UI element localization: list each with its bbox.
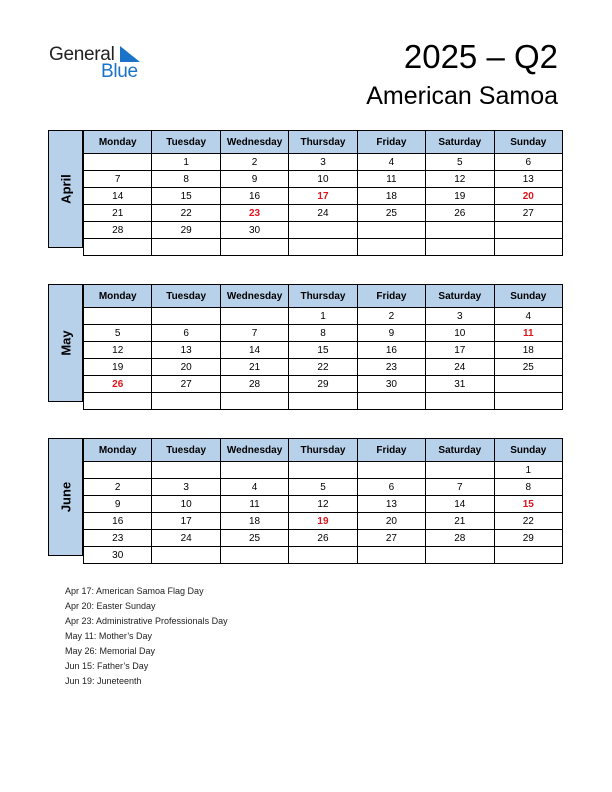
day-cell <box>357 393 425 410</box>
logo-text-general: General <box>49 44 115 65</box>
day-cell: 21 <box>220 359 288 376</box>
week-row <box>84 205 563 222</box>
day-cell: 5 <box>289 479 357 496</box>
weekday-header: Monday <box>84 439 152 462</box>
day-cell <box>494 393 562 410</box>
day-cell <box>426 222 494 239</box>
weekday-header: Sunday <box>494 285 562 308</box>
day-cell: 28 <box>84 222 152 239</box>
day-cell: 3 <box>426 308 494 325</box>
month-name: April <box>58 174 73 204</box>
weekday-header: Sunday <box>494 439 562 462</box>
day-cell <box>494 376 562 393</box>
day-cell <box>152 239 220 256</box>
weekday-header: Tuesday <box>152 285 220 308</box>
day-cell <box>289 547 357 564</box>
day-cell <box>220 462 288 479</box>
day-cell: 14 <box>220 342 288 359</box>
weekday-header: Sunday <box>494 131 562 154</box>
day-cell: 20 <box>494 188 562 205</box>
weekday-header: Wednesday <box>220 131 288 154</box>
day-cell: 18 <box>494 342 562 359</box>
day-cell: 28 <box>426 530 494 547</box>
week-row <box>84 239 563 256</box>
day-cell <box>494 222 562 239</box>
week-row <box>84 359 563 376</box>
day-cell: 21 <box>426 513 494 530</box>
day-cell: 10 <box>289 171 357 188</box>
day-cell: 23 <box>357 359 425 376</box>
day-cell: 12 <box>289 496 357 513</box>
day-cell: 12 <box>426 171 494 188</box>
weekday-header: Saturday <box>426 439 494 462</box>
day-cell: 16 <box>84 513 152 530</box>
day-cell: 5 <box>84 325 152 342</box>
day-cell <box>152 393 220 410</box>
day-cell: 29 <box>289 376 357 393</box>
holiday-note: Apr 20: Easter Sunday <box>65 601 156 611</box>
weekday-header: Monday <box>84 285 152 308</box>
day-cell: 14 <box>426 496 494 513</box>
month-calendar-june <box>48 438 563 561</box>
day-cell: 6 <box>357 479 425 496</box>
logo-text-blue: Blue <box>101 61 138 82</box>
day-cell: 17 <box>152 513 220 530</box>
day-cell <box>289 462 357 479</box>
calendar-grid <box>83 284 563 410</box>
holiday-note: Jun 19: Juneteenth <box>65 676 142 686</box>
day-cell: 3 <box>289 154 357 171</box>
day-cell <box>84 393 152 410</box>
day-cell: 18 <box>220 513 288 530</box>
day-cell <box>84 308 152 325</box>
day-cell: 11 <box>357 171 425 188</box>
day-cell: 10 <box>152 496 220 513</box>
holiday-notes <box>65 584 228 689</box>
day-cell <box>152 308 220 325</box>
day-cell: 25 <box>494 359 562 376</box>
day-cell: 2 <box>84 479 152 496</box>
day-cell <box>357 239 425 256</box>
month-calendar-april <box>48 130 563 248</box>
day-cell: 4 <box>220 479 288 496</box>
month-name: May <box>58 330 73 356</box>
weekday-header: Wednesday <box>220 439 288 462</box>
day-cell: 13 <box>494 171 562 188</box>
day-cell <box>84 239 152 256</box>
day-cell: 14 <box>84 188 152 205</box>
month-label <box>48 284 83 402</box>
day-cell: 9 <box>357 325 425 342</box>
day-cell: 11 <box>494 325 562 342</box>
day-cell: 7 <box>84 171 152 188</box>
day-cell: 24 <box>426 359 494 376</box>
month-calendar-may <box>48 284 563 402</box>
weekday-header: Friday <box>357 439 425 462</box>
week-row <box>84 342 563 359</box>
day-cell: 22 <box>494 513 562 530</box>
day-cell: 1 <box>289 308 357 325</box>
day-cell <box>426 239 494 256</box>
day-cell: 25 <box>220 530 288 547</box>
holiday-note: Apr 23: Administrative Professionals Day <box>65 616 228 626</box>
day-cell: 6 <box>152 325 220 342</box>
day-cell <box>289 393 357 410</box>
day-cell: 30 <box>357 376 425 393</box>
month-label <box>48 130 83 248</box>
day-cell <box>84 154 152 171</box>
weekday-header: Friday <box>357 131 425 154</box>
weekday-header: Saturday <box>426 131 494 154</box>
day-cell <box>289 222 357 239</box>
week-row <box>84 188 563 205</box>
page-subtitle: American Samoa <box>366 82 558 110</box>
day-cell: 7 <box>426 479 494 496</box>
day-cell: 15 <box>494 496 562 513</box>
day-cell: 2 <box>220 154 288 171</box>
day-cell: 20 <box>357 513 425 530</box>
day-cell <box>152 547 220 564</box>
day-cell: 22 <box>289 359 357 376</box>
day-cell: 22 <box>152 205 220 222</box>
week-row <box>84 496 563 513</box>
day-cell: 16 <box>220 188 288 205</box>
day-cell <box>357 547 425 564</box>
day-cell: 26 <box>289 530 357 547</box>
weekday-header: Wednesday <box>220 285 288 308</box>
day-cell: 8 <box>152 171 220 188</box>
weekday-header: Tuesday <box>152 131 220 154</box>
day-cell: 16 <box>357 342 425 359</box>
week-row <box>84 154 563 171</box>
day-cell: 25 <box>357 205 425 222</box>
day-cell <box>220 239 288 256</box>
day-cell: 1 <box>152 154 220 171</box>
day-cell: 12 <box>84 342 152 359</box>
week-row <box>84 393 563 410</box>
day-cell: 2 <box>357 308 425 325</box>
week-row <box>84 513 563 530</box>
calendar-grid <box>83 438 563 564</box>
week-row <box>84 376 563 393</box>
month-label <box>48 438 83 556</box>
month-name: June <box>58 481 73 513</box>
day-cell: 29 <box>152 222 220 239</box>
weekday-header: Thursday <box>289 131 357 154</box>
holiday-note: Jun 15: Father’s Day <box>65 661 149 671</box>
week-row <box>84 171 563 188</box>
day-cell: 30 <box>220 222 288 239</box>
day-cell: 23 <box>220 205 288 222</box>
day-cell: 21 <box>84 205 152 222</box>
weekday-header: Thursday <box>289 285 357 308</box>
day-cell <box>357 462 425 479</box>
day-cell <box>494 547 562 564</box>
holiday-note: Apr 17: American Samoa Flag Day <box>65 586 204 596</box>
day-cell: 6 <box>494 154 562 171</box>
day-cell: 15 <box>289 342 357 359</box>
day-cell: 18 <box>357 188 425 205</box>
day-cell: 10 <box>426 325 494 342</box>
week-row <box>84 325 563 342</box>
day-cell: 26 <box>84 376 152 393</box>
day-cell <box>152 462 220 479</box>
week-row <box>84 462 563 479</box>
day-cell: 8 <box>494 479 562 496</box>
day-cell: 4 <box>494 308 562 325</box>
day-cell: 1 <box>494 462 562 479</box>
day-cell: 20 <box>152 359 220 376</box>
day-cell: 24 <box>152 530 220 547</box>
day-cell <box>220 393 288 410</box>
day-cell: 26 <box>426 205 494 222</box>
day-cell: 17 <box>426 342 494 359</box>
day-cell <box>220 547 288 564</box>
day-cell <box>289 239 357 256</box>
day-cell <box>220 308 288 325</box>
logo-flag-icon <box>120 46 140 62</box>
day-cell <box>426 462 494 479</box>
day-cell: 31 <box>426 376 494 393</box>
day-cell: 4 <box>357 154 425 171</box>
day-cell <box>426 547 494 564</box>
day-cell: 9 <box>220 171 288 188</box>
week-row <box>84 308 563 325</box>
day-cell: 7 <box>220 325 288 342</box>
day-cell: 11 <box>220 496 288 513</box>
week-row <box>84 530 563 547</box>
day-cell: 27 <box>494 205 562 222</box>
day-cell <box>84 462 152 479</box>
day-cell: 24 <box>289 205 357 222</box>
day-cell: 30 <box>84 547 152 564</box>
day-cell: 5 <box>426 154 494 171</box>
day-cell: 19 <box>426 188 494 205</box>
holiday-note: May 26: Memorial Day <box>65 646 156 656</box>
day-cell <box>426 393 494 410</box>
day-cell: 27 <box>152 376 220 393</box>
weekday-header: Friday <box>357 285 425 308</box>
week-row <box>84 479 563 496</box>
day-cell: 9 <box>84 496 152 513</box>
weekday-header: Saturday <box>426 285 494 308</box>
day-cell: 17 <box>289 188 357 205</box>
day-cell: 28 <box>220 376 288 393</box>
page-title: 2025 – Q2 <box>403 38 558 75</box>
calendar-grid <box>83 130 563 256</box>
week-row <box>84 222 563 239</box>
weekday-header: Monday <box>84 131 152 154</box>
weekday-header: Tuesday <box>152 439 220 462</box>
day-cell: 13 <box>357 496 425 513</box>
day-cell: 8 <box>289 325 357 342</box>
day-cell: 19 <box>289 513 357 530</box>
day-cell: 3 <box>152 479 220 496</box>
holiday-note: May 11: Mother’s Day <box>65 631 153 641</box>
day-cell: 13 <box>152 342 220 359</box>
weekday-header: Thursday <box>289 439 357 462</box>
day-cell: 29 <box>494 530 562 547</box>
day-cell: 27 <box>357 530 425 547</box>
day-cell: 23 <box>84 530 152 547</box>
brand-logo <box>49 44 159 84</box>
day-cell: 19 <box>84 359 152 376</box>
week-row <box>84 547 563 564</box>
day-cell: 15 <box>152 188 220 205</box>
day-cell <box>494 239 562 256</box>
day-cell <box>357 222 425 239</box>
